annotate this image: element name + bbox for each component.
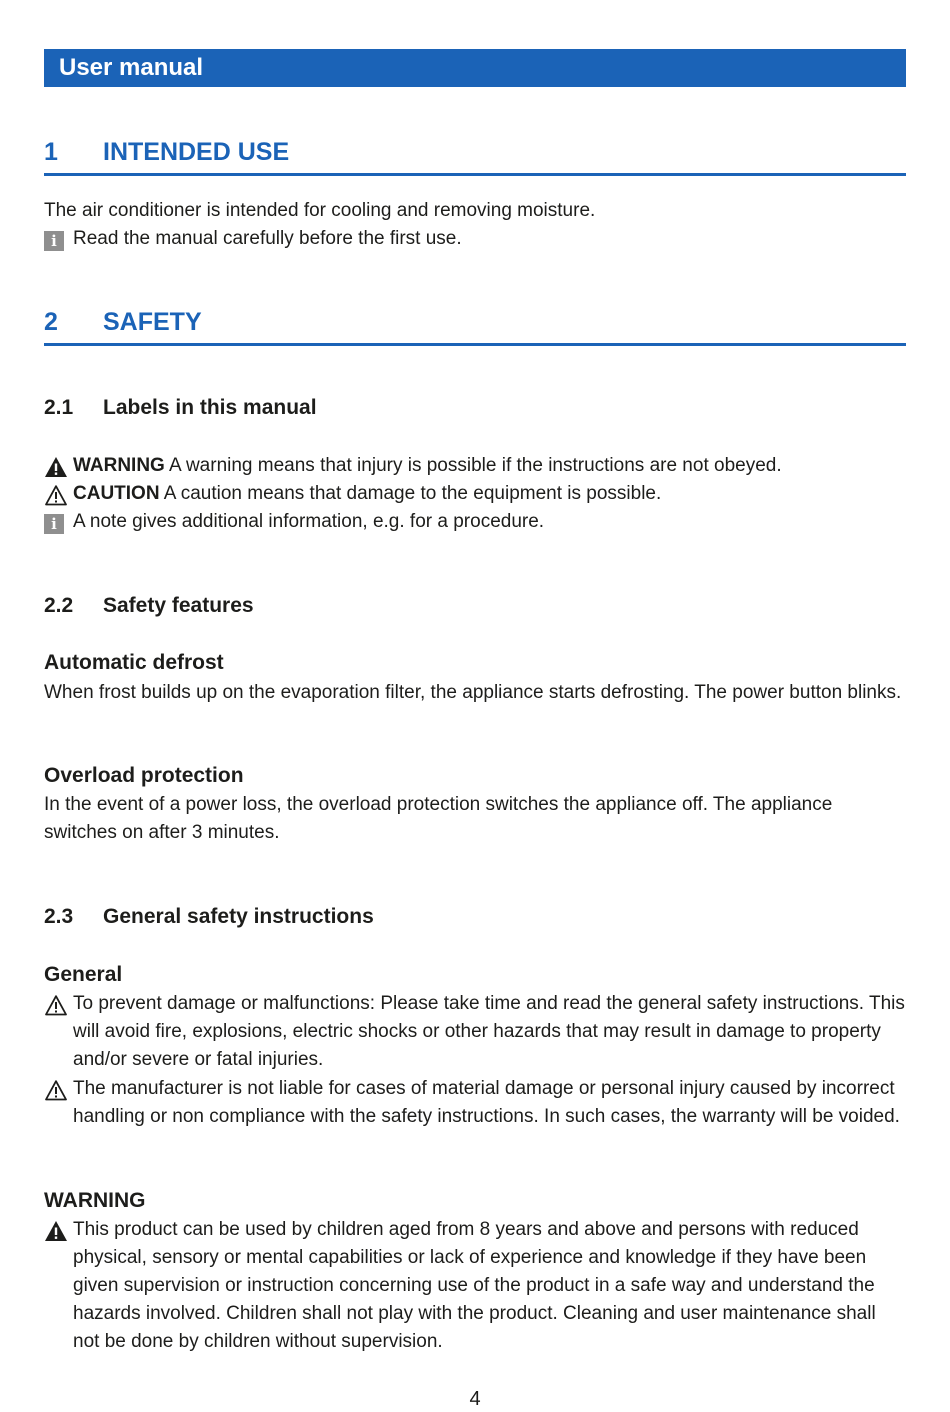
section-number: 1 (44, 138, 58, 166)
subsection-number: 2.3 (44, 905, 74, 928)
section-title: INTENDED USE (103, 138, 290, 166)
section-heading-safety (44, 307, 906, 346)
page-number: 4 (469, 1388, 481, 1410)
caution-item-text: To prevent damage or malfunctions: Please take time and read the general safety instructions. This will avoid fire, explosions, electric shocks or other hazards that may result in damage to property and/or severe or fatal injuries. (73, 993, 905, 1070)
warning-filled-icon (44, 456, 68, 478)
warning-heading: WARNING (44, 1189, 146, 1212)
warning-label-item (44, 452, 906, 480)
caution-label: CAUTION (73, 483, 160, 504)
caution-item (44, 1075, 906, 1131)
warning-item (44, 1216, 906, 1356)
warning-item-text: This product can be used by children aged from 8 years and above and persons with reduced physical, sensory or mental capabilities or lack of experience and knowledge if they have been given supervision or instruction concerning use of the product in a safe way and understand the hazards involved. Children shall not play with the product. Cleaning and user maintenance shall not be done by children without supervision. (73, 1219, 876, 1352)
manual-banner: User manual (44, 49, 906, 87)
automatic-defrost-text: When frost builds up on the evaporation filter, the appliance starts defrosting. The power button blinks. (44, 682, 902, 703)
subsection-title: General safety instructions (103, 905, 374, 928)
general-heading: General (44, 963, 123, 986)
info-icon: i (44, 512, 68, 534)
caution-outline-icon (44, 484, 68, 506)
automatic-defrost-heading: Automatic defrost (44, 651, 224, 674)
subsection-title: Labels in this manual (103, 396, 317, 419)
caution-outline-icon (44, 1079, 68, 1101)
caution-description: A caution means that damage to the equipment is possible. (159, 483, 662, 504)
caution-item (44, 990, 906, 1074)
section-title: SAFETY (103, 308, 202, 336)
warning-filled-icon (44, 1220, 68, 1242)
warning-description: A warning means that injury is possible if the instructions are not obeyed. (164, 455, 782, 476)
caution-label-item (44, 480, 906, 508)
overload-protection-heading: Overload protection (44, 764, 244, 787)
subsection-number: 2.1 (44, 396, 74, 419)
subsection-heading-safety-features (44, 593, 254, 619)
subsection-heading-labels (44, 395, 317, 421)
caution-outline-icon (44, 994, 68, 1016)
info-icon: i (44, 229, 68, 251)
section-heading-intended-use (44, 137, 906, 176)
note-item (44, 225, 906, 253)
overload-protection-text: In the event of a power loss, the overload protection switches the appliance off. The appliance switches on after 3 minutes. (44, 794, 833, 843)
warning-label: WARNING (73, 455, 165, 476)
note-label-item (44, 508, 906, 536)
intended-use-text: The air conditioner is intended for cooling and removing moisture. (44, 200, 596, 221)
caution-item-text: The manufacturer is not liable for cases of material damage or personal injury caused by incorrect handling or non compliance with the safety instructions. In such cases, the warranty will be voided. (73, 1078, 900, 1127)
subsection-title: Safety features (103, 594, 254, 617)
subsection-number: 2.2 (44, 594, 74, 617)
section-number: 2 (44, 308, 58, 336)
subsection-heading-general-safety (44, 904, 374, 930)
note-text: Read the manual carefully before the first use. (73, 228, 462, 249)
note-description: A note gives additional information, e.g. for a procedure. (73, 511, 545, 532)
